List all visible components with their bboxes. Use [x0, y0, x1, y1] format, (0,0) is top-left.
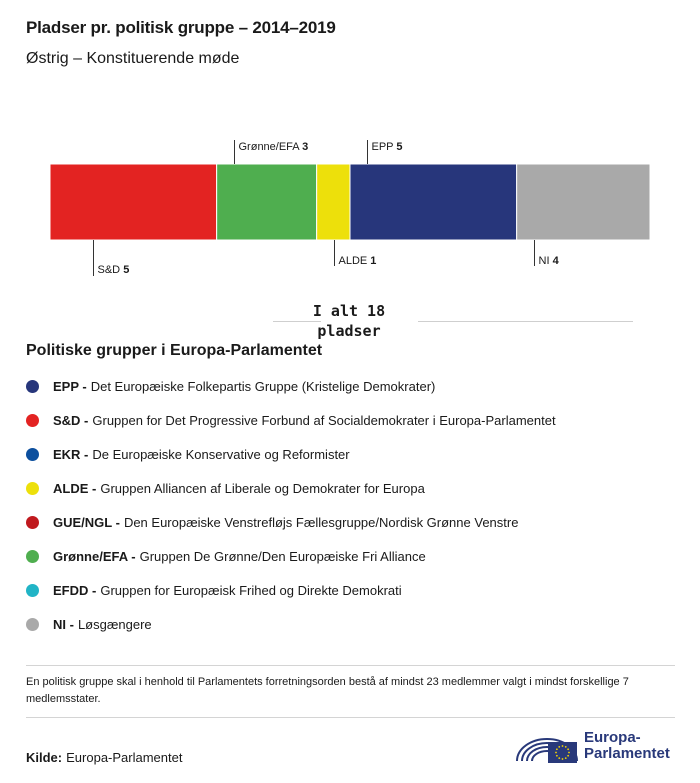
total-seats	[273, 302, 633, 340]
star-icon	[558, 757, 560, 759]
chart-subtitle: Østrig – Konstituerende møde	[26, 50, 240, 67]
star-icon	[568, 752, 570, 754]
star-icon	[555, 752, 557, 754]
bar-segment-gr-nne-efa[interactable]	[217, 164, 317, 240]
bar-label-ni: NI 4	[538, 255, 559, 267]
legend-text: Gruppen Alliancen af Liberale og Demokrater for Europa	[100, 480, 425, 496]
star-icon	[562, 745, 564, 747]
legend-item-alde	[26, 471, 556, 505]
legend-text: De Europæiske Konservative og Reformister	[92, 446, 350, 462]
legend-text: Gruppen for Det Progressive Forbund af Socialdemokrater i Europa-Parlamentet	[92, 412, 556, 428]
total-label: I alt 18	[312, 302, 386, 320]
legend-dot-icon	[26, 448, 39, 461]
star-icon	[558, 746, 560, 748]
star-icon	[567, 748, 569, 750]
logo-line-1: Europa-	[584, 729, 641, 746]
legend-abbr: Grønne/EFA -	[53, 548, 136, 564]
legend-item-ekr	[26, 437, 556, 471]
legend-abbr: NI -	[53, 616, 74, 632]
bar-label-epp: EPP 5	[371, 141, 403, 153]
legend-abbr: ALDE -	[53, 480, 97, 496]
total-label: pladser	[317, 322, 381, 340]
legend-dot-icon	[26, 550, 39, 563]
legend-dot-icon	[26, 618, 39, 631]
bar-label-s-d: S&D 5	[97, 264, 130, 276]
bar-segment-ni[interactable]	[517, 164, 650, 240]
bar-segment-epp[interactable]	[350, 164, 517, 240]
divider	[26, 665, 675, 666]
source	[26, 750, 182, 765]
legend-text: Gruppen De Grønne/Den Europæiske Fri Alliance	[139, 548, 426, 564]
legend-abbr: S&D -	[53, 412, 89, 428]
legend-text: Det Europæiske Folkepartis Gruppe (Kristelige Demokrater)	[90, 378, 436, 394]
legend-text: Løsgængere	[77, 616, 152, 632]
logo-line-2: Parlamentet	[584, 745, 670, 762]
legend-text: Den Europæiske Venstrefløjs Fællesgruppe/Nordisk Grønne Venstre	[123, 514, 519, 530]
legend-item-ni	[26, 607, 556, 641]
star-icon	[556, 748, 558, 750]
legend-abbr: EKR -	[53, 446, 89, 462]
divider	[26, 717, 675, 718]
european-parliament-hemicycle-logo	[515, 727, 579, 767]
legend-dot-icon	[26, 414, 39, 427]
legend-text: Gruppen for Europæisk Frihed og Direkte Demokrati	[100, 582, 402, 598]
legend-dot-icon	[26, 516, 39, 529]
bar-segment-s-d[interactable]	[50, 164, 217, 240]
legend	[26, 369, 556, 641]
star-icon	[565, 757, 567, 759]
star-icon	[567, 755, 569, 757]
legend-item-gr-nne-efa	[26, 539, 556, 573]
legend-item-efdd	[26, 573, 556, 607]
star-icon	[565, 746, 567, 748]
legend-item-s-d	[26, 403, 556, 437]
bar-label-alde: ALDE 1	[338, 255, 377, 267]
legend-item-epp	[26, 369, 556, 403]
legend-dot-icon	[26, 380, 39, 393]
footnote: En politisk gruppe skal i henhold til Parlamentets forretningsorden bestå af mindst 23 medlemmer valgt i mindst forskellige 7 medlemsstater.	[26, 676, 629, 705]
source-label: Kilde:	[26, 750, 63, 765]
star-icon	[562, 758, 564, 760]
chart-title: Pladser pr. politisk gruppe – 2014–2019	[26, 18, 336, 37]
european-parliament-logo[interactable]	[515, 727, 685, 767]
legend-abbr: EFDD -	[53, 582, 97, 598]
stacked-bar-chart	[0, 0, 700, 340]
legend-abbr: GUE/NGL -	[53, 514, 120, 530]
legend-dot-icon	[26, 482, 39, 495]
star-icon	[556, 755, 558, 757]
legend-abbr: EPP -	[53, 378, 87, 394]
legend-title: Politiske grupper i Europa-Parlamentet	[26, 342, 323, 359]
source-value: Europa-Parlamentet	[66, 750, 183, 765]
legend-item-gue-ngl	[26, 505, 556, 539]
bar-label-gr-nne-efa: Grønne/EFA 3	[238, 141, 309, 153]
bar-segment-alde[interactable]	[317, 164, 350, 240]
legend-dot-icon	[26, 584, 39, 597]
